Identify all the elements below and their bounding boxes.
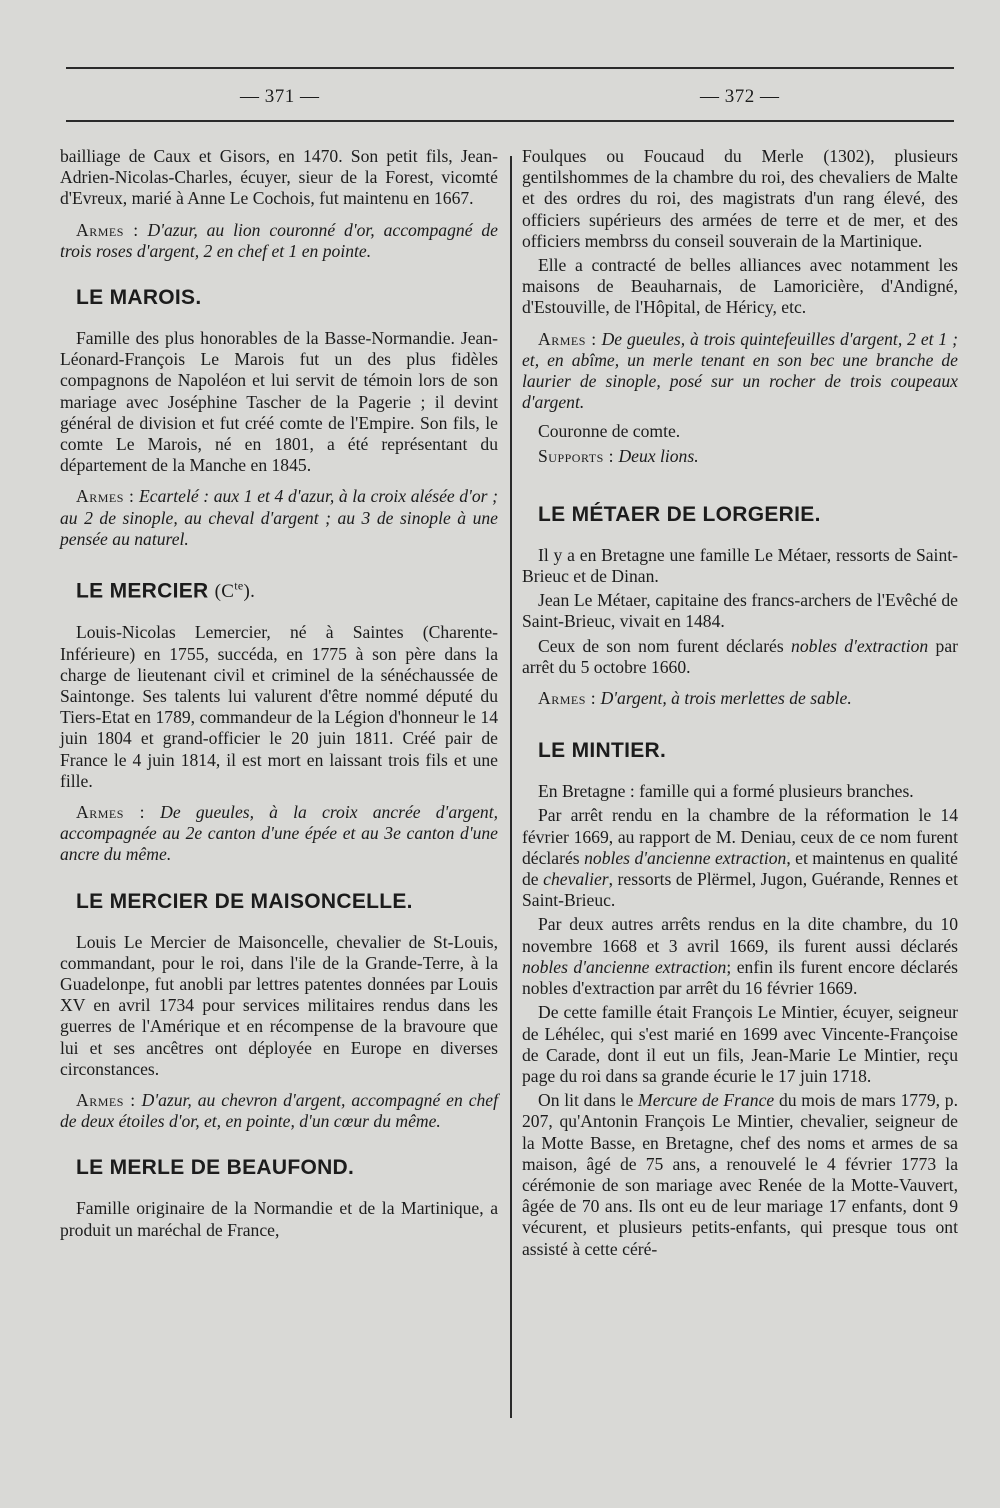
arms-text: D'azur, au chevron d'argent, accompagné en chef de deux étoiles d'or, et, en pointe, d'un cœur du même. [60,1090,499,1132]
armes-label: Armes : [76,802,145,822]
paragraph: Foulques ou Foucaud du Merle (1302), plusieurs gentilshommes de la chambre du roi, des chevaliers de Malte et des ordres du roi, des magistrats d'un rang élevé, des officiers supérieurs des armées de terre et de mer, et des officiers membrss du conseil souverain de la Martinique. [522,146,958,251]
paragraph: Couronne de comte. [538,421,681,442]
supports-label: Supports : [538,445,615,466]
heading-suffix-end: ). [243,581,256,603]
paragraph [522,1090,958,1260]
supports-paragraph [522,446,958,467]
paragraph: Louis-Nicolas Lemercier, né à Saintes (Charente-Inférieure) en 1755, succéda, en 1775 à son père dans la charge de lieutenant civil et criminel de la sénéchaussée de Saintonge. Ses talents lui valurent d'être nommé député du Tiers-Etat en 1789, commandeur de la Légion d'honneur le 14 juin 1804 et grand-officier le 20 juin 1811. Créé pair de France le 4 juin 1814, il est mort en laissant trois fils et une fille. [60,622,498,791]
emphasis-run: nobles d'ancienne extraction [522,956,727,977]
heading-text: LE MERCIER [76,579,209,603]
arms-paragraph [60,220,498,262]
arms-paragraph [522,329,958,414]
header-top-rule [66,67,954,69]
emphasis-run: Mercure de France [638,1090,775,1111]
paragraph: Elle a contracté de belles alliances avec notamment les maisons de Beauharnais, de Lamoricière, d'Andigné, d'Estouville, de l'Hôpital, de Héricy, etc. [522,255,958,318]
header-bottom-rule [66,120,954,122]
arms-paragraph [60,486,498,550]
paragraph: Louis Le Mercier de Maisoncelle, chevalier de St-Louis, commandant, pour le roi, dans l'ile de la Grande-Terre, à la Guadelonpe, fut anobli par lettres patentes données par Louis XV en avril 1734 pour services militaires rendus dans les guerres de l'Amérique et en récompense de la bravoure que lui et ses ancêtres ont déployée en Europe en diverses circonstances. [60,931,498,1079]
text-run: du mois de mars 1779, p. 207, qu'Antonin François Le Mintier, chevalier, seigneur de la Motte Basse, en Bretagne, chef des noms et armes de sa maison, âgé de 75 ans, a renouvelé le 4 février 1773 la cérémonie de son mariage avec Renée de la Motte-Vauvert, âgée de 70 ans. Ils ont eu de leur mariage 17 enfants, dont 9 vécurent, et plusieurs petits-enfants, qui presque tous ont assisté à cette céré- [522,1090,958,1259]
arms-paragraph [60,802,498,866]
emphasis-run: nobles d'extraction [791,635,929,656]
paragraph [522,805,958,911]
text-run: , et maintenus en qualité de [522,847,958,890]
text-run: , ressorts de Plërmel, Jugon, Guérande, Rennes et Saint-Brieuc. [522,869,958,911]
entry-heading: LE MINTIER. [538,739,667,763]
paragraph: Il y a en Bretagne une famille Le Métaer, ressorts de Saint-Brieuc et de Dinan. [522,544,958,587]
text-run: Par arrêt rendu en la chambre de la réformation le 14 février 1669, au rapport de M. Deniau, ceux de ce nom furent déclarés [522,805,958,868]
arms-text: De gueules, à la croix ancrée d'argent, accompagnée au 2e canton d'une épée et au 3e canton d'une ancre du même. [60,802,498,865]
column-divider [510,156,512,1418]
text-run: Ceux de son nom furent déclarés [538,635,784,656]
arms-text: D'argent, à trois merlettes de sable. [600,688,852,709]
text-run: ; enfin ils furent encore déclarés nobles d'extraction par arrêt du 16 février 1669. [522,956,958,999]
paragraph [522,636,958,678]
paragraph: De cette famille était François Le Mintier, écuyer, seigneur de Léhélec, qui s'est marié en 1699 avec Vincente-Françoise de Carade, dont il eut un fils, Jean-Marie Le Mintier, reçu page du roi dans sa grande écurie le 17 juin 1718. [522,1002,958,1086]
paragraph: Famille originaire de la Normandie et de la Martinique, a produit un maréchal de France, [60,1198,498,1240]
paragraph: Famille des plus honorables de la Basse-Normandie. Jean-Léonard-François Le Marois fut un des plus fidèles compagnons de Napoléon et lui servit de témoin lors de son mariage avec Joséphine Tascher de la Pagerie ; il devint général de division et fut créé comte de l'Empire. Son fils, le comte Le Marois, né en 1801, a été représentant du département de la Manche en 1845. [60,328,498,476]
paragraph [522,914,958,999]
armes-label: Armes : [76,486,135,507]
right-column [522,146,958,1263]
armes-label: Armes : [538,328,597,349]
armes-label: Armes : [76,1090,136,1111]
arms-paragraph [522,688,958,709]
emphasis-run: chevalier [543,869,609,890]
page-number-left: — 371 — [240,86,320,107]
heading-suffix-text: (C [214,581,235,603]
paragraph: bailliage de Caux et Gisors, en 1470. Son petit fils, Jean-Adrien-Nicolas-Charles, écuyer, sieur de la Forest, vicomté d'Evreux, marié à Anne Le Cochois, fut maintenu en 1667. [60,146,498,209]
supports-text: Deux lions. [618,445,699,466]
arms-text: Ecartelé : aux 1 et 4 d'azur, à la croix alésée d'or ; au 2 de sinople, au cheval d'argent ; au 3 de sinople à une pensée au naturel. [60,486,498,549]
left-column [60,146,498,1244]
entry-heading: LE MÉTAER DE LORGERIE. [538,502,821,526]
armes-label: Armes : [76,219,139,240]
paragraph: Jean Le Métaer, capitaine des francs-archers de l'Evêché de Saint-Brieuc, vivait en 1484. [522,590,958,632]
paragraph: En Bretagne : famille qui a formé plusieurs branches. [538,781,914,802]
entry-heading: LE MAROIS. [76,286,202,310]
arms-text: De gueules, à trois quintefeuilles d'argent, 2 et 1 ; et, en abîme, un merle tenant en son bec une branche de laurier de sinople, posé sur un rocher de trois coupeaux d'argent. [522,328,958,413]
heading-suffix-sup: te [234,579,244,594]
text-run: par arrêt du 5 octobre 1660. [522,635,958,677]
heading-suffix [215,581,256,602]
entry-heading: LE MERLE DE BEAUFOND. [76,1156,355,1180]
page-number-right: — 372 — [700,86,780,107]
arms-paragraph [60,1090,498,1132]
text-run: Par deux autres arrêts rendus en la dite chambre, du 10 novembre 1668 et 3 avril 1669, ils furent aussi déclarés [522,914,958,956]
entry-heading: LE MERCIER DE MAISONCELLE. [76,889,413,913]
text-run: On lit dans le [538,1090,634,1111]
armes-label: Armes : [538,688,597,709]
entry-heading [76,574,498,604]
emphasis-run: nobles d'ancienne extraction [584,847,787,868]
arms-text: D'azur, au lion couronné d'or, accompagné de trois roses d'argent, 2 en chef et 1 en pointe. [60,219,498,261]
